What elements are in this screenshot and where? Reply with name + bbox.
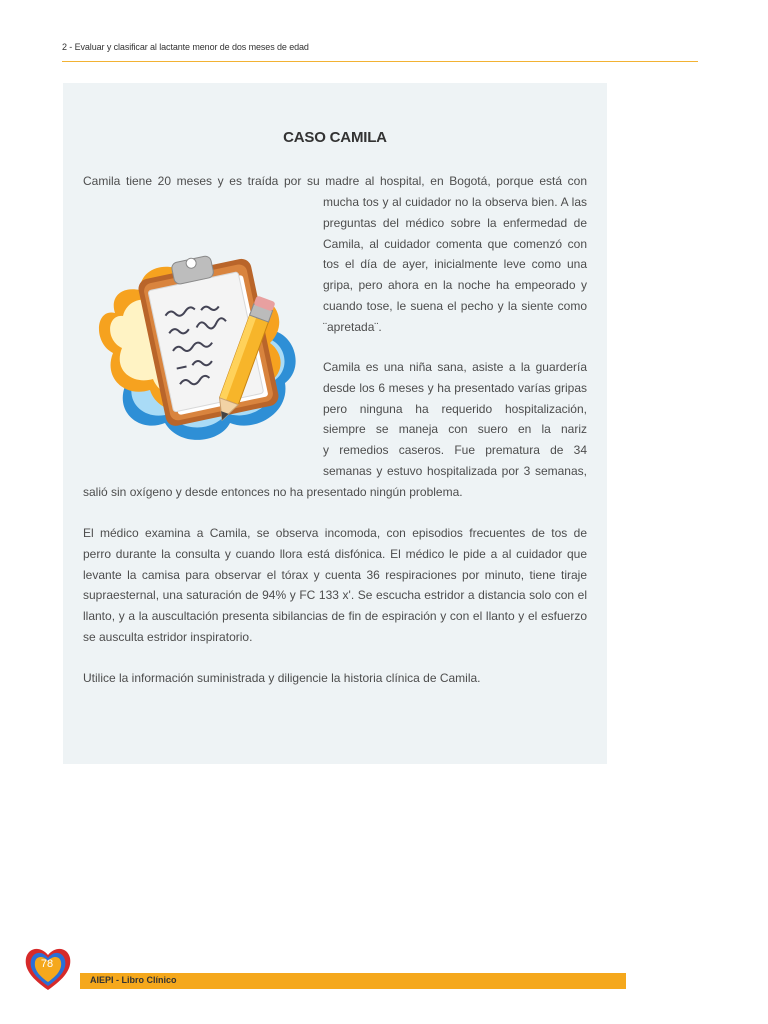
text-line: perro durante la consulta y cuando llora está disfónica. El médico le pide a al cuidador que: [83, 546, 587, 561]
text-line: cuando tose, le suena el pecho y la siente como: [323, 298, 587, 313]
footer-bar: [80, 973, 626, 989]
text-line: levante la camisa para observar el tórax y cuenta 36 respiraciones por minuto, tiene tiraje: [83, 567, 587, 582]
text-line: preguntas del médico sobre la enfermedad de: [323, 215, 587, 230]
clipboard-with-pencil-icon: [95, 218, 305, 458]
text-line: siempre se maneja con suero en la nariz: [323, 422, 587, 437]
text-line: Camila es una niña sana, asiste a la guardería: [323, 360, 587, 374]
chapter-title: 2 - Evaluar y clasificar al lactante menor de dos meses de edad: [62, 42, 309, 52]
case-paragraph-2-tail: [83, 482, 587, 503]
text-line: Camila tiene 20 meses y es traída por su madre al hospital, en Bogotá, porque está con: [83, 174, 587, 188]
text-line: supraesternal, una saturación de 94% y FC 133 x'. Se escucha estridor a distancia solo con el: [83, 588, 587, 603]
text-line: tos el día de ayer, inicialmente leve como una: [323, 257, 587, 272]
text-line: El médico examina a Camila, se observa incomoda, con episodios frecuentes de tos de: [83, 526, 587, 540]
header-divider: [62, 61, 698, 62]
case-paragraph-3: [83, 523, 587, 648]
case-box: [63, 83, 607, 764]
case-paragraph-4: [83, 668, 587, 689]
text-line: pero ninguna ha requerido hospitalización,: [323, 401, 587, 416]
text-line: se ausculta estridor inspiratorio.: [83, 629, 253, 644]
case-paragraph-1: [83, 171, 587, 192]
text-line: Utilice la información suministrada y diligencie la historia clínica de Camila.: [83, 671, 481, 685]
text-line: Camila, al cuidador comenta que comenzó con: [323, 236, 587, 251]
page-number: 78: [40, 958, 54, 970]
case-paragraph-2: [323, 357, 587, 482]
text-line: semanas y estuvo hospitalizada por 3 semanas,: [323, 463, 587, 478]
text-line: y remedios caseros. Fue prematura de 34: [323, 443, 587, 458]
text-line: desde los 6 meses y ha presentado varías gripas: [323, 380, 587, 395]
text-line: mucha tos y al cuidador no la observa bien. A las: [323, 195, 587, 209]
footer-book-title: AIEPI - Libro Clínico: [90, 975, 177, 985]
text-line: salió sin oxígeno y desde entonces no ha presentado ningún problema.: [83, 485, 463, 499]
case-title: CASO CAMILA: [283, 129, 387, 146]
text-line: ¨apretada¨.: [323, 319, 382, 334]
case-paragraph-1-column: [323, 192, 587, 338]
text-line: gripa, pero ahora en la noche ha empeorado y: [323, 278, 587, 293]
text-line: llanto, y a la auscultación presenta sibilancias de fin de espiración y con el llanto y el esfuerzo: [83, 609, 587, 624]
